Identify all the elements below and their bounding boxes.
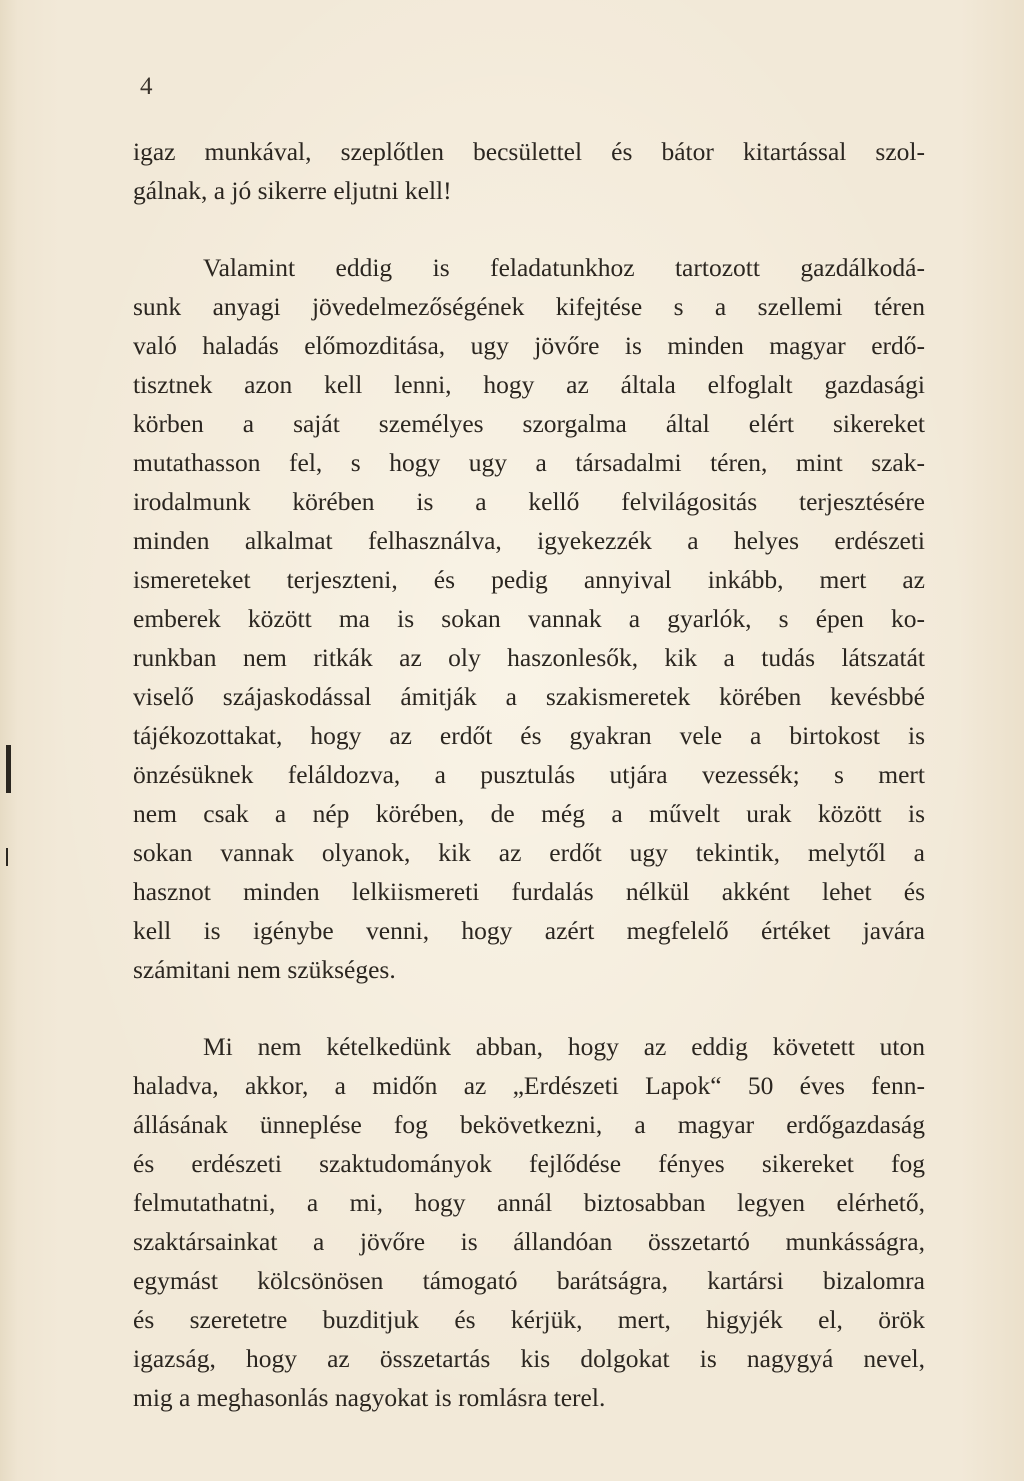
text-line: minden alkalmat felhasználva, igyekezzék a helyes erdészeti: [133, 526, 925, 555]
margin-ink-mark: [6, 745, 11, 793]
paragraph-2: [133, 248, 925, 989]
text-line: emberek között ma is sokan vannak a gyarlók, s épen ko-: [133, 604, 925, 633]
text-line: hasznot minden lelkiismereti furdalás nélkül akként lehet és: [133, 877, 925, 906]
text-line: egymást kölcsönösen támogató barátságra, kartársi bizalomra: [133, 1266, 925, 1295]
text-line: irodalmunk körében is a kellő felvilágositás terjesztésére: [133, 487, 925, 516]
text-line: ismereteket terjeszteni, és pedig annyival inkább, mert az: [133, 565, 925, 594]
text-line: és szeretetre buzditjuk és kérjük, mert, higyjék el, örök: [133, 1305, 925, 1334]
margin-ink-mark: [6, 848, 8, 866]
text-line: tisztnek azon kell lenni, hogy az általa elfoglalt gazdasági: [133, 370, 925, 399]
paragraph-3: [133, 1027, 925, 1417]
text-line: runkban nem ritkák az oly haszonlesők, kik a tudás látszatát: [133, 643, 925, 672]
text-line: viselő szájaskodással ámitják a szakismeretek körében kevésbbé: [133, 682, 925, 711]
text-line: Mi nem kételkedünk abban, hogy az eddig követett uton: [203, 1032, 925, 1061]
text-line: igazság, hogy az összetartás kis dolgokat is nagygyá nevel,: [133, 1344, 925, 1373]
text-line: felmutathatni, a mi, hogy annál biztosabban legyen elérhető,: [133, 1188, 925, 1217]
text-line: és erdészeti szaktudományok fejlődése fényes sikereket fog: [133, 1149, 925, 1178]
text-line: haladva, akkor, a midőn az „Erdészeti Lapok“ 50 éves fenn-: [133, 1071, 925, 1100]
text-line: sokan vannak olyanok, kik az erdőt ugy tekintik, melytől a: [133, 838, 925, 867]
text-line: kell is igénybe venni, hogy azért megfelelő értéket javára: [133, 916, 925, 945]
text-line: számitani nem szükséges.: [133, 955, 396, 984]
text-line: gálnak, a jó sikerre eljutni kell!: [133, 176, 452, 205]
paragraph-1: [133, 132, 925, 210]
text-line: igaz munkával, szeplőtlen becsülettel és bátor kitartással szol-: [133, 137, 925, 166]
text-line: tájékozottakat, hogy az erdőt és gyakran vele a birtokost is: [133, 721, 925, 750]
text-line: önzésüknek feláldozva, a pusztulás utjára vezessék; s mert: [133, 760, 925, 789]
page-number: 4: [140, 73, 153, 100]
body-text: [133, 132, 925, 1417]
text-line: sunk anyagi jövedelmezőségének kifejtése s a szellemi téren: [133, 292, 925, 321]
text-line: állásának ünneplése fog bekövetkezni, a magyar erdőgazdaság: [133, 1110, 925, 1139]
text-line: mig a meghasonlás nagyokat is romlásra terel.: [133, 1383, 606, 1412]
text-line: nem csak a nép körében, de még a művelt urak között is: [133, 799, 925, 828]
text-line: mutathasson fel, s hogy ugy a társadalmi téren, mint szak-: [133, 448, 925, 477]
text-line: szaktársainkat a jövőre is állandóan összetartó munkásságra,: [133, 1227, 925, 1256]
text-line: való haladás előmozditása, ugy jövőre is minden magyar erdő-: [133, 331, 925, 360]
text-line: körben a saját személyes szorgalma által elért sikereket: [133, 409, 925, 438]
text-line: Valamint eddig is feladatunkhoz tartozott gazdálkodá-: [203, 253, 925, 282]
